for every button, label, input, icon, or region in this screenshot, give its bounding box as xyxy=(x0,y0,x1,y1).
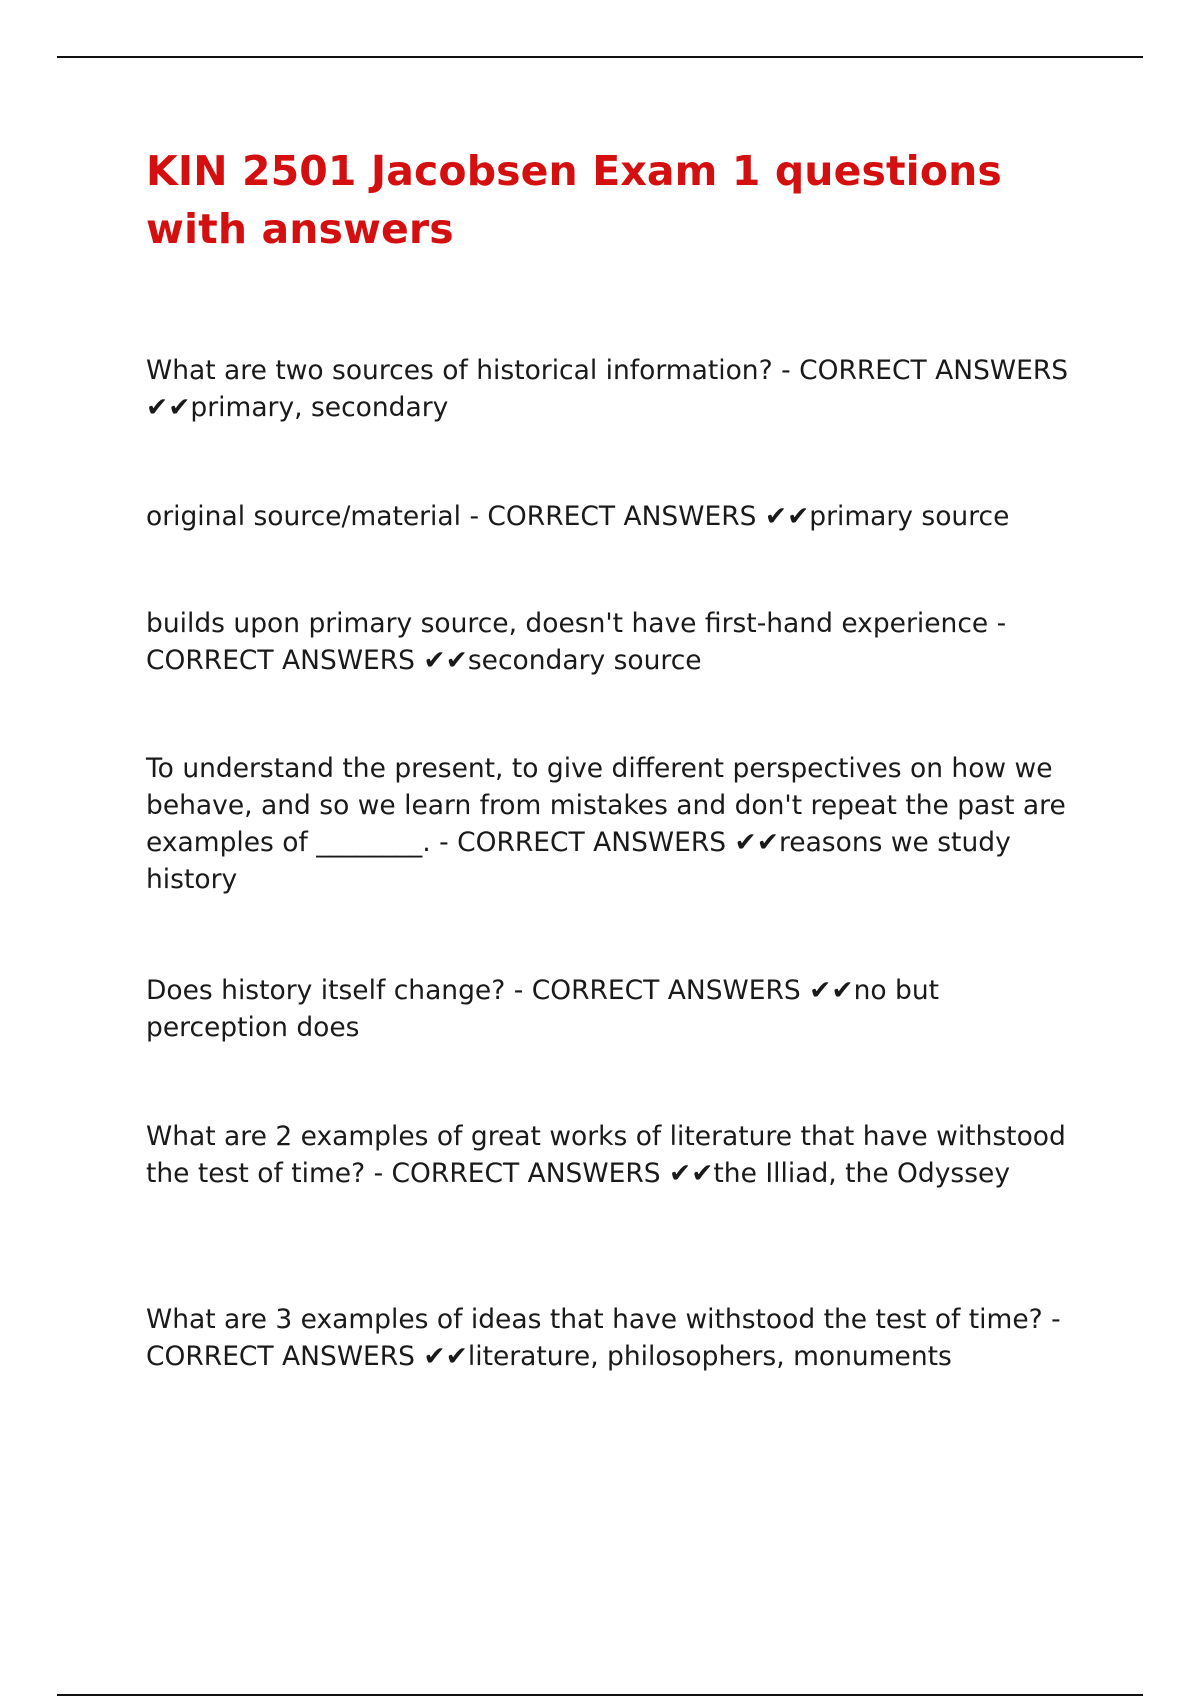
document-title: KIN 2501 Jacobsen Exam 1 questions with answers xyxy=(146,147,1002,253)
check-mark-icon: ✔✔ xyxy=(423,645,468,676)
qa-answer: primary source xyxy=(809,501,1010,532)
qa-item xyxy=(146,1301,1086,1375)
qa-item xyxy=(146,972,1086,1046)
header-rule xyxy=(57,56,1143,58)
qa-question: What are 3 examples of ideas that have withstood the test of time? xyxy=(146,1304,1043,1335)
check-mark-icon: ✔✔ xyxy=(668,1158,714,1189)
document-body xyxy=(146,142,1076,258)
qa-separator: - CORRECT ANSWERS xyxy=(505,975,810,1006)
check-mark-icon: ✔✔ xyxy=(809,975,854,1006)
qa-question: Does history itself change? xyxy=(146,975,506,1006)
qa-question: What are two sources of historical information? xyxy=(146,355,773,386)
qa-separator: - CORRECT ANSWERS xyxy=(772,355,1077,386)
qa-answer: secondary source xyxy=(467,645,702,676)
qa-item xyxy=(146,1118,1086,1192)
qa-answer: literature, philosophers, monuments xyxy=(467,1341,952,1372)
qa-question: original source/material xyxy=(146,501,462,532)
qa-separator: - CORRECT ANSWERS xyxy=(146,608,1015,676)
qa-answer: no but perception does xyxy=(146,975,948,1043)
qa-separator: - CORRECT ANSWERS xyxy=(430,827,735,858)
qa-item xyxy=(146,352,1086,426)
qa-answer: the Illiad, the Odyssey xyxy=(713,1158,1011,1189)
qa-item xyxy=(146,750,1086,898)
qa-separator: - CORRECT ANSWERS xyxy=(365,1158,669,1189)
qa-item xyxy=(146,498,1086,535)
qa-separator: - CORRECT ANSWERS xyxy=(461,501,765,532)
qa-answer: primary, secondary xyxy=(190,392,449,423)
check-mark-icon: ✔✔ xyxy=(146,392,191,423)
check-mark-icon: ✔✔ xyxy=(764,501,810,532)
qa-question: builds upon primary source, doesn't have first-hand experience xyxy=(146,608,989,639)
footer-rule xyxy=(57,1694,1143,1696)
qa-question: To understand the present, to give different perspectives on how we behave, and so we learn from mistakes and don't repeat the past are examples of ________. xyxy=(146,753,1075,858)
qa-answer: reasons we study history xyxy=(146,827,1020,895)
qa-question: What are 2 examples of great works of literature that have withstood the test of time? xyxy=(146,1121,1075,1189)
check-mark-icon: ✔✔ xyxy=(423,1341,468,1372)
check-mark-icon: ✔✔ xyxy=(734,827,779,858)
qa-item xyxy=(146,605,1086,679)
qa-separator: - CORRECT ANSWERS xyxy=(146,1304,1070,1372)
